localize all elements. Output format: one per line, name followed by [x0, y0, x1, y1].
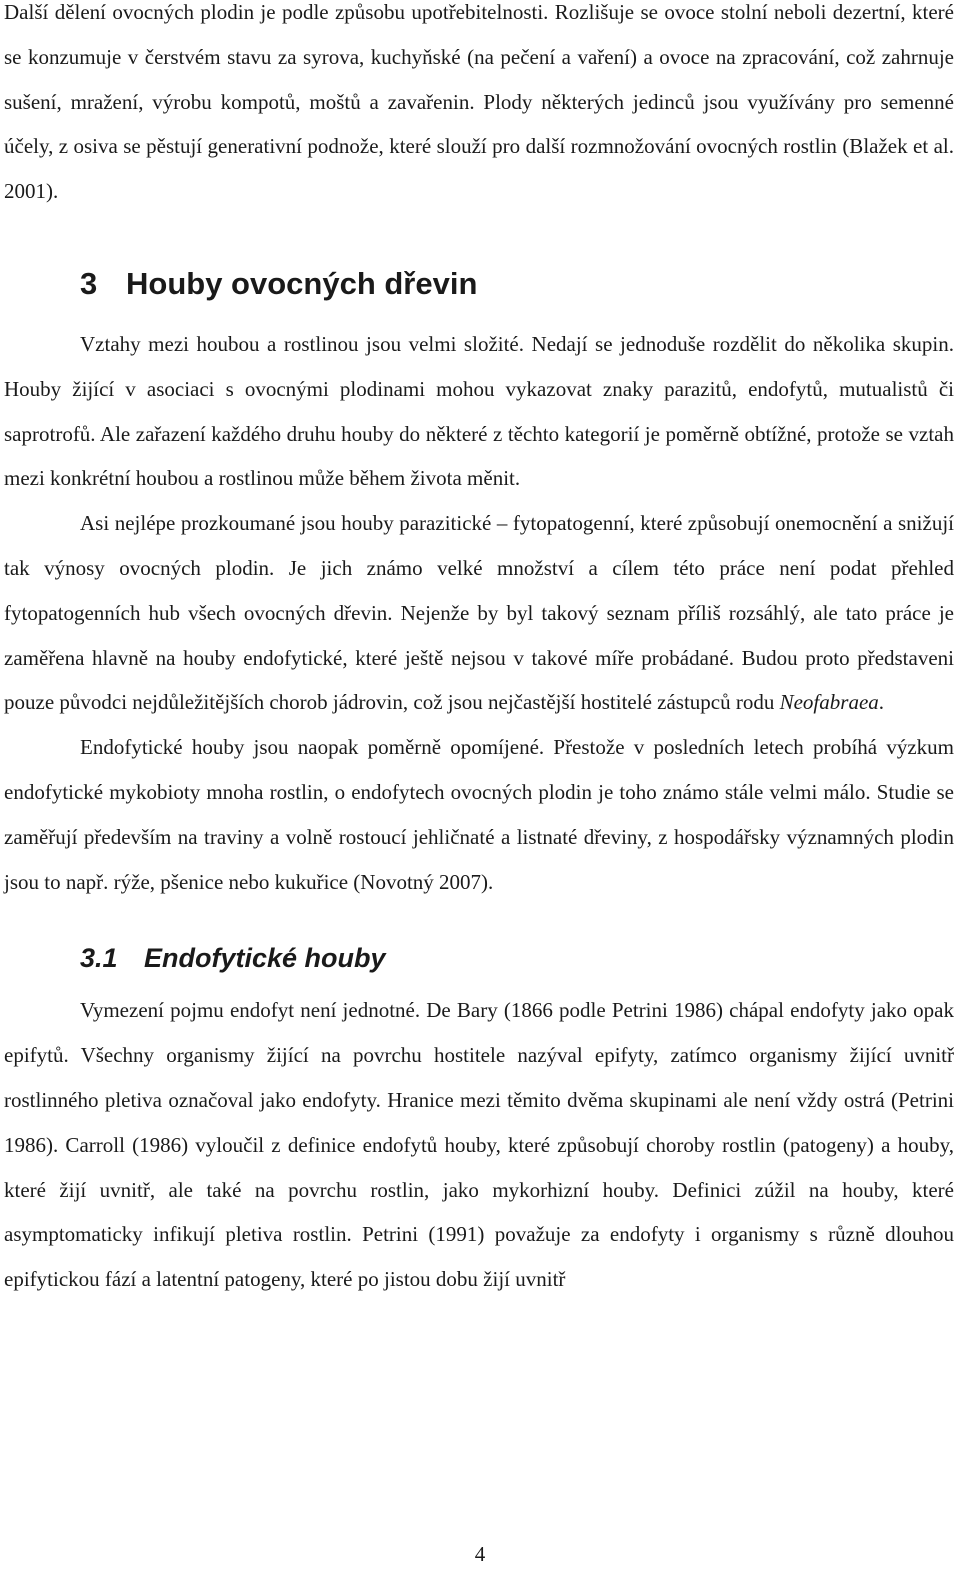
paragraph-usage: Další dělení ovocných plodin je podle způsobu upotřebitelnosti. Rozlišuje se ovoce stolní neboli dezertní, které se konzumuje v čerstvém stavu za syrova, kuchyňské (na pečení a vaření) a ovoce na zpracování, což zahrnuje sušení, mražení, výrobu kompotů, moštů a zavařenin. Plody některých jedinců jsou využívány pro semenné účely, z osiva se pěstují generativní podnože, které slouží pro další rozmnožování ovocných rostlin (Blažek et al. 2001).	[4, 0, 954, 204]
section-heading-3	[4, 254, 954, 314]
spacer	[4, 904, 954, 930]
paragraph-parasitic-text: Asi nejlépe prozkoumané jsou houby parazitické – fytopatogenní, které způsobují onemocnění a snižují tak výnosy ovocných plodin. Je jich známo velké množství a cílem této práce není podat přehled fytopatogenních hub všech ovocných dřevin. Nejenže by byl takový seznam příliš rozsáhlý, ale tato práce je zaměřena hlavně na houby endofytické, které ještě nejsou v takové míře probádané. Budou proto představeni pouze původci nejdůležitějších chorob jádrovin, což jsou nejčastější hostitelé zástupců rodu	[4, 511, 954, 715]
document-page	[4, 0, 954, 1302]
paragraph-relations: Vztahy mezi houbou a rostlinou jsou velmi složité. Nedají se jednoduše rozdělit do několika skupin. Houby žijící v asociaci s ovocnými plodinami mohou vykazovat znaky parazitů, endofytů, mutualistů či saprotrofů. Ale zařazení každého druhu houby do některé z těchto kategorií je poměrně obtížné, protože se vztah mezi konkrétní houbou a rostlinou může během života měnit.	[4, 331, 954, 491]
subsection-title: Endofytické houby	[144, 943, 386, 974]
page-number: 4	[474, 1542, 486, 1566]
paragraph-parasitic-end: .	[878, 690, 885, 715]
paragraph-endophytic: Endofytické houby jsou naopak poměrně opomíjené. Přestože v posledních letech probíhá výzkum endofytické mykobioty mnoha rostlin, o endofytech ovocných plodin je toho známo stále velmi málo. Studie se zaměřují především na traviny a volně rostoucí jehličnaté a listnaté dřeviny, z hospodářsky významných plodin jsou to např. rýže, pšenice nebo kukuřice (Novotný 2007).	[4, 735, 954, 894]
genus-name: Neofabraea	[779, 690, 879, 715]
paragraph-parasitic	[4, 501, 954, 725]
spacer	[4, 214, 954, 254]
subsection-number: 3.1	[80, 943, 118, 974]
section-heading-3-1	[4, 930, 954, 986]
section-title: Houby ovocných dřevin	[126, 265, 478, 301]
paragraph-definition: Vymezení pojmu endofyt není jednotné. De Bary (1866 podle Petrini 1986) chápal endofyty jako opak epifytů. Všechny organismy žijící na povrchu hostitele nazýval epifyty, zatímco organismy žijící uvnitř rostlinného pletiva označoval jako endofyty. Hranice mezi těmito dvěma skupinami ale není vždy ostrá (Petrini 1986). Carroll (1986) vyloučil z definice endofytů houby, které způsobují choroby rostlin (patogeny) a houby, které žijí uvnitř, ale také na povrchu rostlin, jako mykorhizní houby. Definici zúžil na houby, které asymptomaticky infikují pletiva rostlin. Petrini (1991) považuje za endofyty i organismy s různě dlouhou epifytickou fází a latentní patogeny, které po jistou dobu žijí uvnitř	[4, 998, 954, 1292]
section-number: 3	[80, 265, 98, 301]
